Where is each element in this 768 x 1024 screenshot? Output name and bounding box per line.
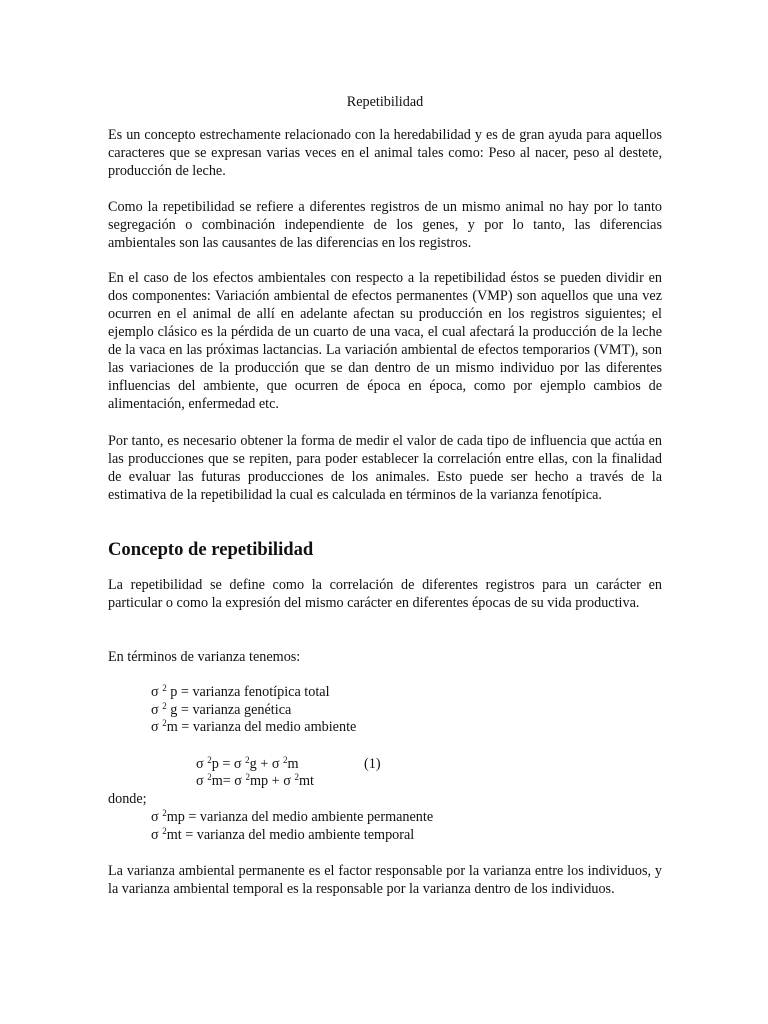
superscript-2: 2 bbox=[162, 683, 167, 693]
definition-varianza-fenotipica bbox=[151, 683, 330, 701]
document-title: Repetibilidad bbox=[346, 94, 424, 110]
paragraph-registros: Como la repetibilidad se refiere a diferentes registros de un mismo animal no hay por lo tanto segregación o combinación independiente de los genes, y por lo tanto, las diferencias ambientales son las causantes de las diferencias en los registros. bbox=[108, 199, 662, 251]
paragraph-definicion: La repetibilidad se define como la correlación de diferentes registros para un carácter en particular o como la expresión del mismo carácter en diferentes épocas de su vida productiva. bbox=[108, 577, 662, 611]
paragraph-efectos-ambientales: En el caso de los efectos ambientales con respecto a la repetibilidad éstos se pueden dividir en dos componentes: Variación ambiental de efectos permanentes (VMP) son aquellos que una vez ocurren en el animal de allí en adelante afectan su producción en los registros siguientes; el ejemplo clásico es la pérdida de un cuarto de una vaca, el cual afectará la producción de la leche de la vaca en las próximas lactancias. La variación ambiental de efectos temporarios (VMT), son las variaciones de la producción que se dan dentro de un mismo individuo por las diferentes influencias del ambiente, que ocurren de época en época, como por ejemplo cambios de alimentación, enfermedad etc. bbox=[108, 270, 662, 412]
definition-varianza-genetica bbox=[151, 701, 291, 719]
superscript-2: 2 bbox=[162, 701, 167, 711]
definition-medio-ambiente-permanente: σ $^2$mp = varianza del medio ambiente permanente bbox=[151, 808, 434, 825]
definition-varianza-medio-ambiente bbox=[151, 718, 356, 736]
paragraph-conclusion: La varianza ambiental permanente es el factor responsable por la varianza entre los individuos, y la varianza ambiental temporal es la responsable por la varianza dentro de los individuos. bbox=[108, 863, 662, 897]
definition-text: m = varianza del medio ambiente bbox=[166, 719, 357, 735]
paragraph-medicion: Por tanto, es necesario obtener la forma de medir el valor de cada tipo de influencia que actúa en las producciones que se repiten, para poder establecer la correlación entre ellas, con la finalidad de evaluar las futuras producciones de los animales. Esto puede ser hecho a través de la estimativa de la repetibilidad la cual es calculada en términos de la varianza fenotípica. bbox=[108, 433, 662, 503]
definition-text: p = varianza fenotípica total bbox=[170, 684, 330, 700]
paragraph-varianza-intro: En términos de varianza tenemos: bbox=[108, 649, 301, 665]
equation-1: σ $^2$p = σ $^2$g + σ $^2$m (1) bbox=[196, 755, 381, 772]
sigma-symbol: σ bbox=[151, 684, 159, 700]
sigma-symbol: σ bbox=[151, 702, 159, 718]
paragraph-intro: Es un concepto estrechamente relacionado con la heredabilidad y es de gran ayuda para aquellos caracteres que se expresan varias veces en el animal tales como: Peso al nacer, peso al destete, producción de leche. bbox=[108, 127, 662, 179]
section-heading: Concepto de repetibilidad bbox=[108, 539, 314, 560]
definition-medio-ambiente-temporal: σ $^2$mt = varianza del medio ambiente temporal bbox=[151, 826, 415, 843]
sigma-symbol: σ bbox=[151, 719, 159, 735]
equation-2: σ $^2$m= σ $^2$mp + σ $^2$mt bbox=[196, 772, 314, 789]
donde-label: donde; bbox=[108, 791, 147, 807]
superscript-2: 2 bbox=[162, 718, 167, 728]
equation-number: (1) bbox=[364, 756, 381, 772]
definition-text: g = varianza genética bbox=[170, 702, 292, 718]
